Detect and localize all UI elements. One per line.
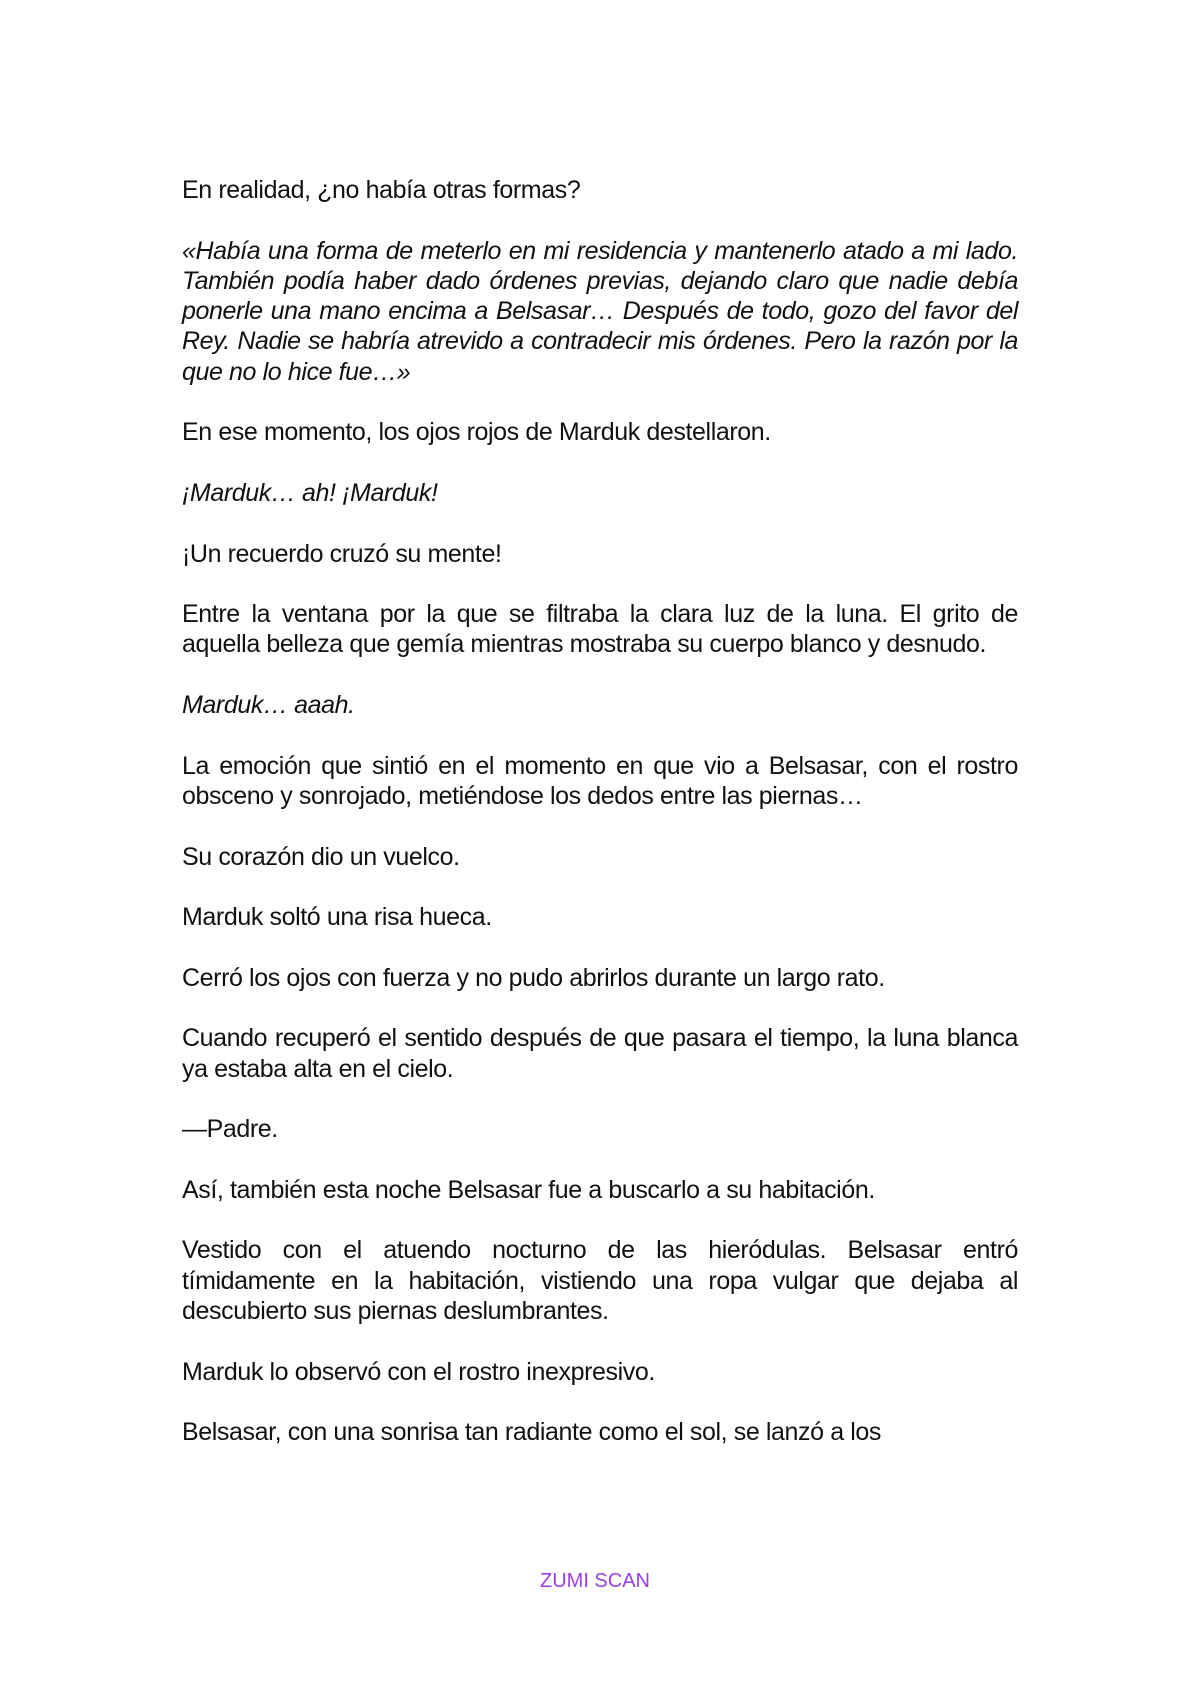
paragraph: ¡Un recuerdo cruzó su mente! [182,539,502,568]
document-body [182,175,1018,1478]
paragraph: En realidad, ¿no había otras formas? [182,176,581,204]
paragraph: Entre la ventana por la que se filtraba la clara luz de la luna. El grito de aquella belleza que gemía mientras mostraba su cuerpo blanco y desnudo. [182,600,1018,659]
paragraph: Cerró los ojos con fuerza y no pudo abrirlos durante un largo rato. [182,963,885,992]
paragraph: Belsasar, con una sonrisa tan radiante como el sol, se lanzó a los [182,1418,882,1447]
paragraph: La emoción que sintió en el momento en que vio a Belsasar, con el rostro obsceno y sonrojado, metiéndose los dedos entre las piernas… [182,751,1018,810]
paragraph-italic-memory: Marduk… aaah. [182,691,355,720]
footer-watermark: ZUMI SCAN [540,1570,650,1592]
paragraph: Marduk soltó una risa hueca. [182,903,492,932]
paragraph: Cuando recuperó el sentido después de que pasara el tiempo, la luna blanca ya estaba alta en el cielo. [182,1024,1018,1083]
paragraph: En ese momento, los ojos rojos de Marduk destellaron. [182,418,771,447]
paragraph: Así, también esta noche Belsasar fue a buscarlo a su habitación. [182,1175,875,1204]
paragraph: Vestido con el atuendo nocturno de las hieródulas. Belsasar entró tímidamente en la habitación, vistiendo una ropa vulgar que dejaba al descubierto sus piernas deslumbrantes. [182,1236,1018,1325]
paragraph: Su corazón dio un vuelco. [182,842,460,871]
dialogue-line: —Padre. [182,1115,278,1144]
paragraph-italic-thought: «Había una forma de meterlo en mi residencia y mantenerlo atado a mi lado. También podía haber dado órdenes previas, dejando claro que nadie debía ponerle una mano encima a Belsasar… Después de todo, gozo del favor del Rey. Nadie se habría atrevido a contradecir mis órdenes. Pero la razón por la que no lo hice fue…» [182,236,1018,386]
paragraph: Marduk lo observó con el rostro inexpresivo. [182,1357,655,1386]
paragraph-italic-memory: ¡Marduk… ah! ¡Marduk! [182,478,438,507]
